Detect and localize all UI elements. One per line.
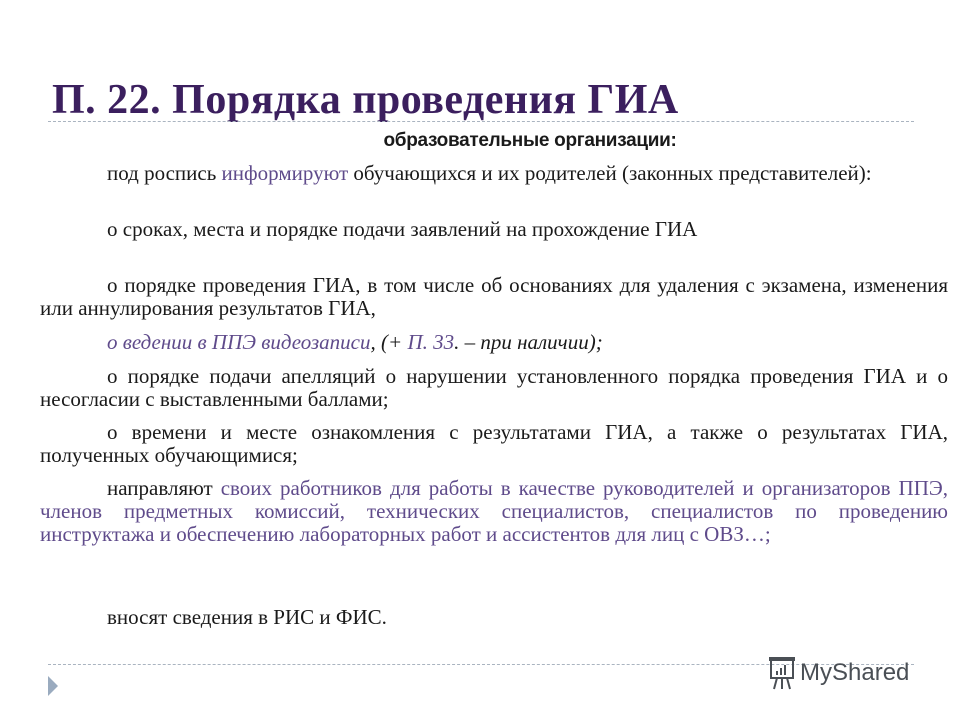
title-divider: [48, 121, 914, 122]
subtitle: образовательные организации:: [383, 130, 677, 151]
reference-link: П. 33: [407, 330, 455, 354]
highlight-text: информируют: [221, 161, 349, 185]
text: , (+: [370, 330, 408, 354]
text: обучающихся и их родителей (законных представителей):: [348, 161, 872, 185]
watermark-text: MyShared: [800, 659, 910, 686]
text: направляют: [107, 476, 221, 500]
paragraph-appeals: о порядке подачи апелляций о нарушении установленного порядка проведения ГИА и о несогласии с выставленными баллами;: [40, 364, 948, 411]
slide-title: П. 22. Порядка проведения ГИА: [52, 77, 679, 123]
paragraph-terms: о сроках, места и порядке подачи заявлений на прохождение ГИА: [107, 217, 698, 241]
paragraph-video: [40, 331, 948, 354]
text: под роспись: [107, 161, 222, 185]
myshared-logo: [768, 656, 909, 690]
highlight-text: своих работников для работы в качестве руководителей и организаторов ППЭ, членов предметных комиссий, технических специалистов, специалистов по проведению инструктажа и обеспечению лабораторных работ и ассистентов для лиц с ОВЗ…;: [40, 476, 948, 546]
paragraph-inform: [40, 162, 948, 185]
paragraph-results: о времени и месте ознакомления с результатами ГИА, а также о результатах ГИА, полученных обучающимися;: [40, 420, 948, 467]
paragraph-staff: [40, 477, 948, 546]
paragraph-ris-fis: вносят сведения в РИС и ФИС.: [107, 605, 387, 629]
presentation-board-icon: [768, 656, 796, 690]
text: . – при наличии);: [454, 330, 603, 354]
paragraph-procedure: о порядке проведения ГИА, в том числе об основаниях для удаления с экзамена, изменения или аннулирования результатов ГИА,: [40, 273, 948, 320]
highlight-text: о ведении в ППЭ видеозаписи: [107, 330, 371, 354]
triangle-bullet-icon: [48, 676, 58, 696]
